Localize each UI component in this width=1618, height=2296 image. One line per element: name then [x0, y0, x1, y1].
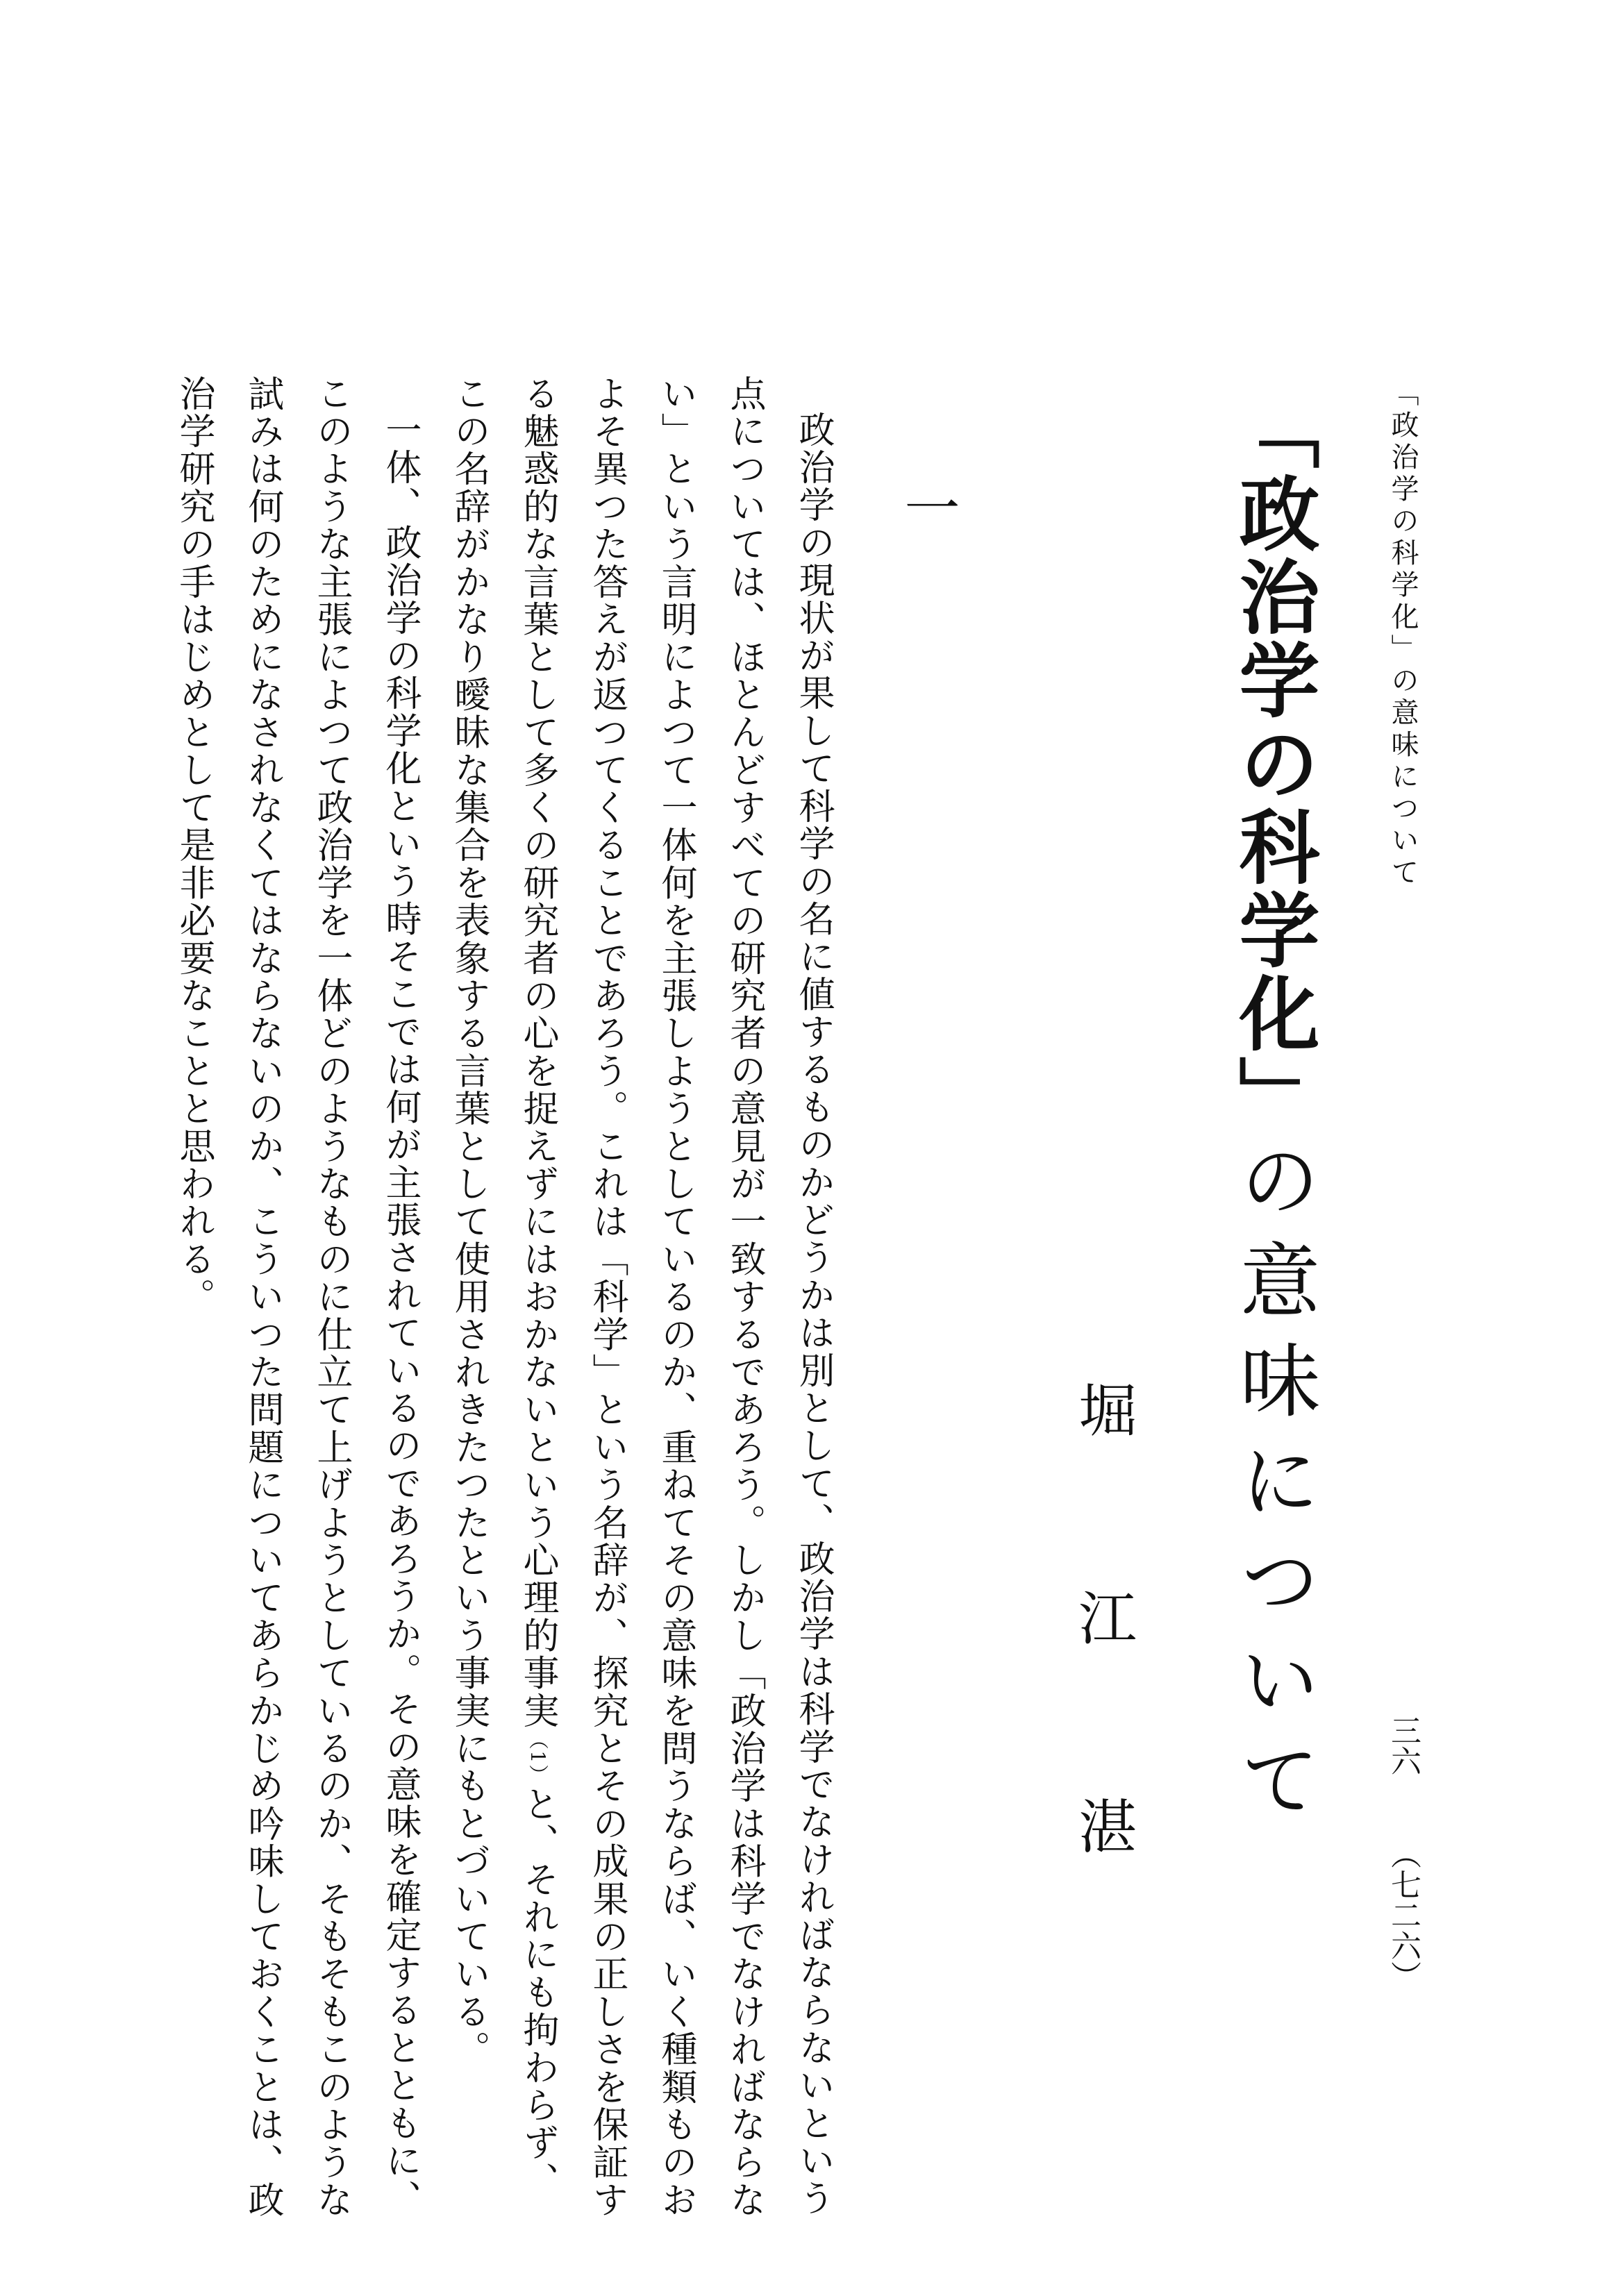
- author-name: [1076, 1377, 1139, 2006]
- paragraph-text: と、それにも拘わらず、この名辞がかなり曖昧な集合を表象する言葉として使用されきたつたという事実にもとづいている。: [448, 375, 558, 2199]
- page-number: [1385, 1715, 1421, 1991]
- article-title-rest: の意味について: [1226, 1139, 1320, 1838]
- page-number-local: 三六: [1385, 1715, 1421, 1776]
- section-number: 一: [895, 479, 960, 535]
- paragraph: [434, 375, 847, 2236]
- paragraph-text: 政治学の現状が果して科学の名に値するものかどうかは別として、政治学は科学でなければならないという点については、ほとんどすべての研究者の意見が一致するであろう。しかし「政治学は科学でなければならない」という言明によつて一体何を主張しようとしているのか、重ねてその意味を問うならば、いく種類ものおよそ異つた答えが返つてくることであろう。これは「科学」という名辞が、探究とその成果の正しさを保証する魅惑的な言葉として多くの研究者の心を捉えずにはおかないという心理的事実: [517, 375, 834, 2219]
- footnote-ref: （1）: [526, 1729, 549, 1786]
- author-char: 堀: [1078, 1377, 1137, 1445]
- article-title: [1226, 389, 1320, 1838]
- author-char: 湛: [1078, 1793, 1137, 1861]
- page-number-cumulative: （七二六）: [1385, 1838, 1421, 1991]
- article-title-main: 「政治学の科学化」: [1226, 389, 1320, 1139]
- body-text: [167, 375, 847, 2236]
- running-header: 「政治学の科学化」の意味について: [1387, 378, 1419, 889]
- author-char: 江: [1078, 1585, 1137, 1653]
- paragraph: 一体、政治学の科学化という時そこでは何が主張されているのであろうか。その意味を確定するとともに、このような主張によつて政治学を一体どのようなものに仕立て上げようとしているのか、そもそもこのような試みは何のためになされなくてはならないのか、こういつた問題についてあらかじめ吟味しておくことは、政治学研究の手はじめとして是非必要なことと思われる。: [173, 375, 421, 2219]
